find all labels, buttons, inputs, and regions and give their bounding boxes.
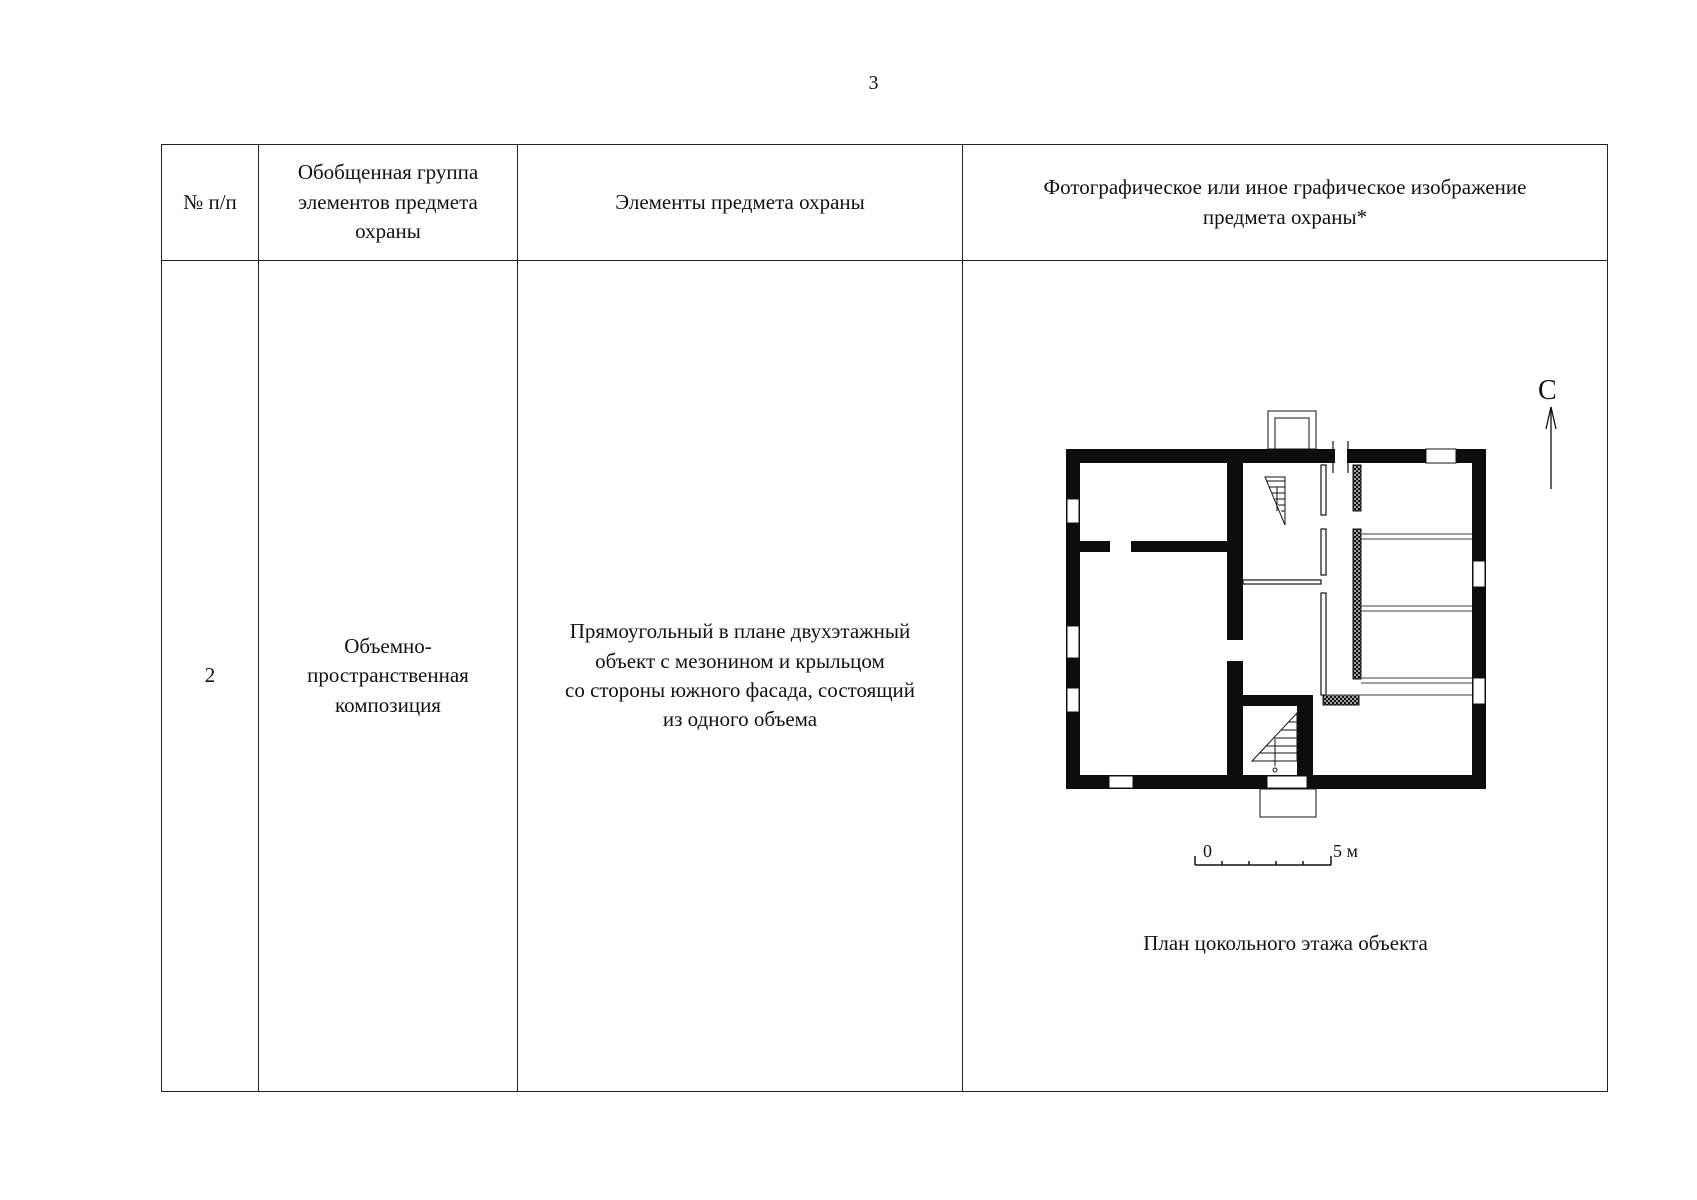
cell-elements <box>518 261 963 1092</box>
floor-plan-openings <box>1067 411 1485 817</box>
floor-plan-hatched-walls <box>1323 465 1361 705</box>
cell-image <box>963 261 1608 1092</box>
floor-plan-doorgap <box>1335 449 1347 463</box>
plan-caption: План цокольного этажа объекта <box>1143 931 1428 955</box>
scale-bar <box>1195 856 1331 865</box>
table-row <box>162 261 1608 1092</box>
floor-plan-stair-lower <box>1252 713 1297 772</box>
elements-line: со стороны южного фасада, состоящий <box>565 678 915 702</box>
scale-end-label: 5 м <box>1333 841 1358 861</box>
floor-plan-figure <box>963 261 1608 1091</box>
cell-num: 2 <box>162 261 259 1092</box>
header-image: Фотографическое или иное графическое изображение предмета охраны* <box>963 145 1608 261</box>
header-num: № п/п <box>162 145 259 261</box>
floor-plan-partitions <box>1243 441 1348 695</box>
elements-line: объект с мезонином и крыльцом <box>595 648 885 673</box>
elements-line: из одного объема <box>662 707 818 732</box>
header-group: Обобщенная группа элементов предмета охраны <box>259 145 518 261</box>
floor-plan-drawing <box>963 261 1608 1091</box>
protection-subject-table <box>161 144 1608 1092</box>
north-label: С <box>1538 375 1557 406</box>
elements-line: Прямоугольный в плане двухэтажный <box>569 619 911 644</box>
floor-plan-stair-upper <box>1265 477 1285 525</box>
table-header-row <box>162 145 1608 261</box>
north-arrow-icon <box>1546 407 1556 489</box>
scale-zero-label: 0 <box>1203 841 1212 861</box>
page-number: 3 <box>868 72 879 94</box>
cell-group: Объемно-пространственная композиция <box>259 261 518 1092</box>
floor-plan-bays <box>1325 534 1472 695</box>
header-elements: Элементы предмета охраны <box>518 145 963 261</box>
